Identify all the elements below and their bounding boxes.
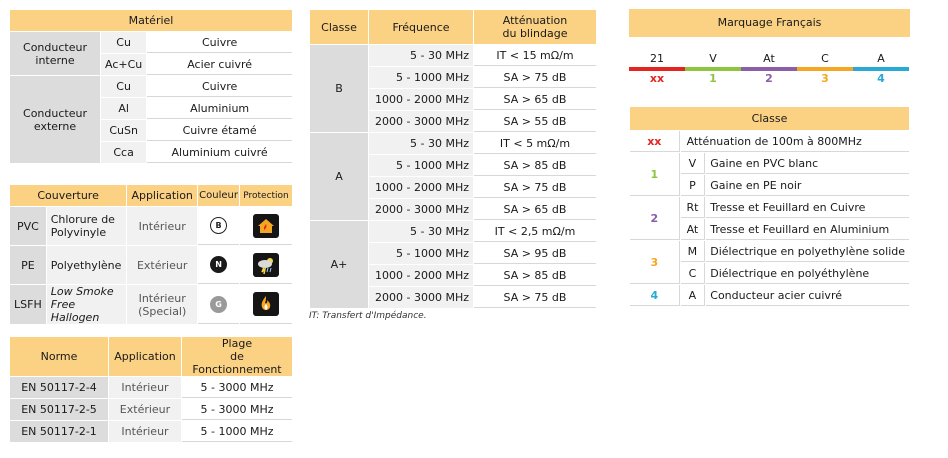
material-code: Cu [101, 76, 146, 97]
legend-letter: P [681, 175, 706, 196]
attenuation-cell: SA > 55 dB [474, 111, 596, 132]
cover-application: Extérieur [127, 246, 197, 284]
norme-grid [9, 336, 293, 443]
material-code: CuSn [101, 120, 146, 141]
storm-cloud-icon [253, 253, 279, 277]
legend-letter: M [681, 241, 706, 262]
norme-code: EN 50117-2-1 [10, 421, 108, 442]
attenuation-cell: IT < 2,5 mΩ/m [474, 221, 596, 242]
material-code: Cu [101, 32, 146, 53]
white-circle-icon: B [210, 217, 227, 234]
norme-plage: 5 - 3000 MHz [182, 399, 292, 420]
legend-num: 1 [630, 153, 680, 196]
attenuation-cell: IT < 5 mΩ/m [474, 133, 596, 154]
material-value: Cuivre étamé [147, 120, 292, 141]
frequency-cell: 1000 - 2000 MHz [369, 265, 473, 286]
conducteur-externe-label: Conducteur externe [10, 76, 100, 163]
legend-desc: Conducteur acier cuivré [706, 285, 909, 306]
application-header: Application [109, 337, 181, 376]
marquage-strip-green [685, 67, 741, 71]
material-value: Acier cuivré [147, 54, 292, 75]
marquage-code: 2 [765, 72, 773, 85]
marquage-label: A [877, 52, 885, 65]
application-header: Application [127, 185, 197, 206]
cover-color [198, 246, 239, 284]
couverture-table [9, 184, 293, 325]
legend-letter: At [681, 219, 706, 240]
protection-header: Protection [240, 185, 292, 206]
marquage-label: At [763, 52, 775, 65]
attenuation-cell: SA > 75 dB [474, 177, 596, 198]
marquage-strip-purple [741, 67, 797, 71]
material-code: Al [101, 98, 146, 119]
marquage-label: C [821, 52, 829, 65]
cover-protection [240, 285, 292, 324]
legend-num: 4 [630, 285, 680, 306]
frequency-cell: 2000 - 3000 MHz [369, 111, 473, 132]
plage-header: Plage de Fonctionnement [182, 337, 292, 376]
house-fire-icon [253, 214, 279, 238]
attenuation-cell: SA > 85 dB [474, 155, 596, 176]
norme-table [9, 336, 293, 443]
classe-b: B [310, 45, 368, 132]
marquage-code: 3 [821, 72, 829, 85]
norme-code: EN 50117-2-4 [10, 377, 108, 398]
legend-letter: Rt [681, 197, 706, 218]
marquage-label: V [709, 52, 717, 65]
marquage-code: xx [649, 72, 665, 85]
norme-header: Norme [10, 337, 108, 376]
materiel-table [9, 9, 293, 164]
cover-application: Intérieur (Special) [127, 285, 197, 324]
marquage-strip-red [629, 67, 685, 71]
material-value: Aluminium cuivré [147, 142, 292, 163]
legend-num: 3 [630, 241, 680, 284]
frequency-cell: 5 - 1000 MHz [369, 243, 473, 264]
cover-desc: Polyethylène [47, 246, 126, 284]
material-code: Ac+Cu [101, 54, 146, 75]
legend-desc: Tresse et Feuillard en Aluminium [706, 219, 909, 240]
marquage-code: 1 [709, 72, 717, 85]
material-value: Aluminium [147, 98, 292, 119]
classe-a-plus: A+ [310, 221, 368, 308]
cover-color [198, 285, 239, 324]
classe-legend-table [629, 106, 910, 307]
legend-num: 2 [630, 197, 680, 240]
norme-plage: 5 - 3000 MHz [182, 377, 292, 398]
frequency-cell: 5 - 30 MHz [369, 45, 473, 66]
attenuation-cell: SA > 75 dB [474, 67, 596, 88]
norme-application: Intérieur [109, 421, 181, 442]
frequence-header: Fréquence [369, 10, 473, 44]
attenuation-cell: SA > 85 dB [474, 265, 596, 286]
frequency-cell: 5 - 1000 MHz [369, 67, 473, 88]
classe-legend-grid [629, 106, 910, 307]
legend-desc: Tresse et Feuillard en Cuivre [706, 197, 909, 218]
frequency-cell: 2000 - 3000 MHz [369, 287, 473, 308]
attenuation-cell: SA > 95 dB [474, 243, 596, 264]
frequency-cell: 5 - 30 MHz [369, 133, 473, 154]
material-code: Cca [101, 142, 146, 163]
norme-code: EN 50117-2-5 [10, 399, 108, 420]
frequency-cell: 5 - 30 MHz [369, 221, 473, 242]
legend-desc: Atténuation de 100m à 800MHz [681, 131, 909, 152]
marquage-strip-blue [853, 67, 909, 71]
couverture-header: Couverture [10, 185, 126, 206]
couleur-header: Couleur [198, 185, 239, 206]
cover-protection [240, 246, 292, 284]
cover-color [198, 207, 239, 245]
cover-code: PVC [10, 207, 46, 245]
impedance-note: IT: Transfert d'Impédance. [309, 311, 427, 321]
marquage-strip-orange [797, 67, 853, 71]
norme-plage: 5 - 1000 MHz [182, 421, 292, 442]
attenuation-header: Atténuation du blindage [474, 10, 596, 44]
legend-desc: Diélectrique en polyethylène solide [706, 241, 909, 262]
material-value: Cuivre [147, 76, 292, 97]
classe-legend-title: Classe [630, 107, 909, 130]
black-circle-icon: N [210, 256, 227, 273]
material-value: Cuivre [147, 32, 292, 53]
frequency-cell: 5 - 1000 MHz [369, 155, 473, 176]
legend-num: xx [630, 131, 680, 152]
norme-application: Intérieur [109, 377, 181, 398]
conducteur-interne-label: Conducteur interne [10, 32, 100, 75]
marquage-francais [629, 9, 910, 85]
classe-frequence-table [309, 9, 597, 321]
marquage-code: 4 [877, 72, 885, 85]
legend-letter: A [681, 285, 706, 306]
cover-protection [240, 207, 292, 245]
attenuation-cell: IT < 15 mΩ/m [474, 45, 596, 66]
legend-desc: Gaine en PVC blanc [706, 153, 909, 174]
cover-code: LSFH [10, 285, 46, 324]
cover-application: Intérieur [127, 207, 197, 245]
legend-letter: V [681, 153, 706, 174]
legend-desc: Gaine en PE noir [706, 175, 909, 196]
frequency-cell: 1000 - 2000 MHz [369, 89, 473, 110]
norme-application: Extérieur [109, 399, 181, 420]
marquage-label: 21 [650, 52, 664, 65]
attenuation-cell: SA > 65 dB [474, 199, 596, 220]
materiel-title: Matériel [10, 10, 292, 31]
classe-header: Classe [310, 10, 368, 44]
legend-desc: Diélectrique en polyéthylène [706, 263, 909, 284]
marquage-title: Marquage Français [629, 9, 910, 37]
legend-letter: C [681, 263, 706, 284]
cover-desc: Chlorure de Polyvinyle [47, 207, 126, 245]
flame-icon [253, 292, 279, 316]
cover-code: PE [10, 246, 46, 284]
materiel-grid [9, 9, 293, 164]
classe-frequence-grid [309, 9, 597, 309]
attenuation-cell: SA > 75 dB [474, 287, 596, 308]
couverture-grid [9, 184, 293, 325]
frequency-cell: 1000 - 2000 MHz [369, 177, 473, 198]
grey-circle-icon: G [210, 296, 227, 313]
attenuation-cell: SA > 65 dB [474, 89, 596, 110]
classe-a: A [310, 133, 368, 220]
frequency-cell: 2000 - 3000 MHz [369, 199, 473, 220]
cover-desc: Low Smoke Free Hallogen [47, 285, 126, 324]
